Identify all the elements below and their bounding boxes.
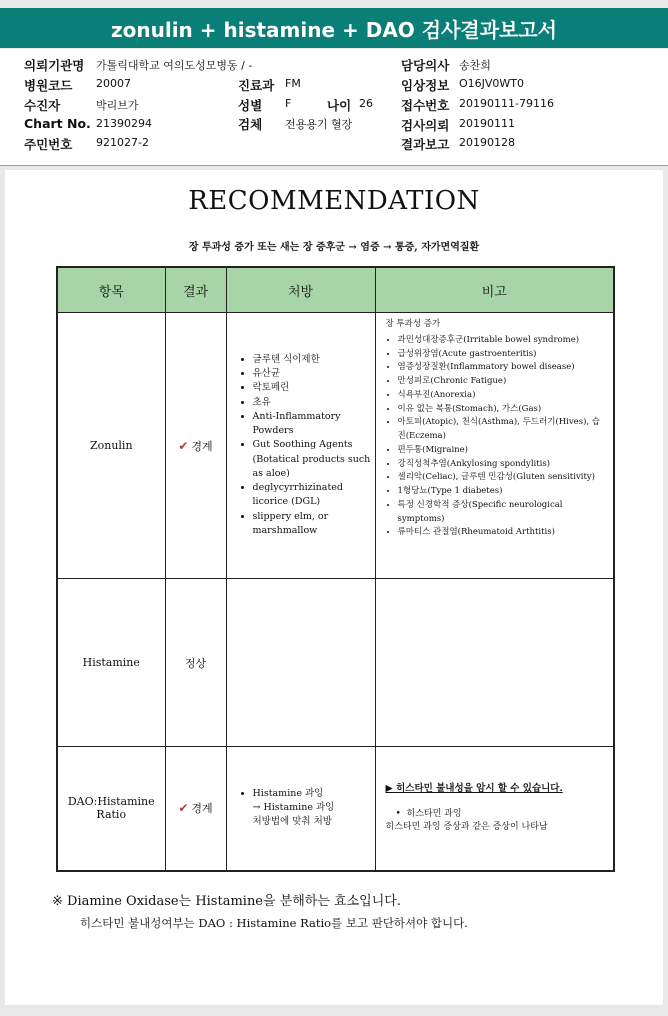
list-item: • 편두통(Migraine) xyxy=(398,444,608,458)
list-item: • 아토피(Atopic), 천식(Asthma), 두드러기(Hives), 습진(Eczema) xyxy=(398,416,608,444)
intolerance-warning: ▶ 히스타민 불내성을 암시 할 수 있습니다. xyxy=(385,782,563,794)
list-item: • 급성위장염(Acute gastroenteritis) xyxy=(398,348,608,362)
list-item: • 글루텐 식이제한 xyxy=(253,353,371,367)
list-item: • slippery elm, or marshmallow xyxy=(253,510,371,539)
recommendation-title: RECOMMENDATION xyxy=(188,186,480,216)
item-dao-ratio: DAO:Histamine Ratio xyxy=(57,747,165,871)
clinical-value: O16JV0WT0 xyxy=(459,77,525,90)
item-zonulin: Zonulin xyxy=(57,313,165,579)
list-item: • 락토페린 xyxy=(253,381,371,395)
list-item: • 유산균 xyxy=(253,367,371,381)
list-item: • 강직성척추염(Ankylosing spondylitis) xyxy=(398,458,608,472)
request-value: 20190111 xyxy=(459,117,515,130)
sex-value: F xyxy=(285,97,292,110)
prescription-zonulin xyxy=(226,313,375,579)
column-header-result: 결과 xyxy=(165,267,226,313)
note-dao-ratio xyxy=(375,747,614,871)
list-item: • 특정 신경학적 증상(Specific neurological symptoms) xyxy=(398,499,608,527)
dept-value: FM xyxy=(285,77,301,90)
table-header-row xyxy=(57,267,614,313)
column-header-note: 비고 xyxy=(375,267,614,313)
doctor-label: 담당의사 xyxy=(401,58,450,73)
patient-label: 수진자 xyxy=(24,98,61,113)
prescription-histamine xyxy=(226,579,375,747)
result-dao-ratio xyxy=(165,747,226,871)
note-title: 장 투과성 증가 xyxy=(385,319,441,329)
clinical-label: 임상정보 xyxy=(401,78,450,93)
prescription-dao-ratio xyxy=(226,747,375,871)
column-header-item: 항목 xyxy=(57,267,165,313)
result-zonulin xyxy=(165,313,226,579)
list-item: • 이유 없는 복통(Stomach), 가스(Gas) xyxy=(398,403,608,417)
resident-value: 921027-2 xyxy=(96,136,149,149)
column-header-prescription: 처방 xyxy=(226,267,375,313)
chart-label: Chart No. xyxy=(24,116,91,131)
note-histamine xyxy=(375,579,614,747)
check-icon: ✔ xyxy=(178,801,189,816)
report-title: zonulin + histamine + DAO 검사결과보고서 xyxy=(0,8,668,48)
note-zonulin xyxy=(375,313,614,579)
list-item: • 염증성장질환(Inflammatory bowel disease) xyxy=(398,361,608,375)
prescription-line1: Histamine 과잉 xyxy=(252,787,324,799)
list-item: • Anti-Inflammatory Powders xyxy=(253,410,371,439)
item-histamine: Histamine xyxy=(57,579,165,747)
result-dao-text: 경계 xyxy=(191,802,213,816)
list-item: • 과민성대장증후군(Irritable bowel syndrome) xyxy=(398,334,608,348)
result-histamine: 정상 xyxy=(165,579,226,747)
age-label: 나이 xyxy=(327,98,352,113)
patient-value: 박리브가 xyxy=(96,99,139,112)
result-zonulin-text: 경계 xyxy=(191,439,213,453)
receipt-label: 접수번호 xyxy=(401,98,450,113)
hospital-code-value: 20007 xyxy=(96,77,131,90)
report-value: 20190128 xyxy=(459,136,515,149)
footer-note-2: 히스타민 불내성여부는 DAO : Histamine Ratio를 보고 판단하셔야 합니다. xyxy=(80,916,468,930)
table-row xyxy=(57,313,614,579)
recommendation-table xyxy=(56,266,615,872)
list-item: • 1형당뇨(Type 1 diabetes) xyxy=(398,485,608,499)
check-icon: ✔ xyxy=(178,438,189,453)
recommendation-page xyxy=(5,170,663,1005)
list-item: • 식욕부진(Anorexia) xyxy=(398,389,608,403)
recommendation-subtitle: 장 투과성 증가 또는 새는 장 증후군 → 염증 → 통증, 자가면역질환 xyxy=(188,242,480,253)
note-item: • 히스타민 과잉 xyxy=(395,808,462,819)
list-item xyxy=(253,787,371,830)
resident-label: 주민번호 xyxy=(24,137,73,152)
chart-value: 21390294 xyxy=(96,117,152,130)
dept-label: 진료과 xyxy=(238,78,275,93)
list-item: • deglycyrrhizinated licorice (DGL) xyxy=(253,481,371,510)
specimen-value: 전용용기 혈장 xyxy=(285,118,353,131)
report-label: 결과보고 xyxy=(401,137,450,152)
patient-info-header xyxy=(0,49,668,166)
list-item: • Gut Soothing Agents (Botatical products such as aloe) xyxy=(253,438,371,481)
hospital-code-label: 병원코드 xyxy=(24,78,73,93)
specimen-label: 검체 xyxy=(238,117,263,132)
table-row xyxy=(57,747,614,871)
list-item: • 초유 xyxy=(253,396,371,410)
doctor-value: 송찬희 xyxy=(459,59,491,72)
prescription-line3: 처방법에 맞춰 처방 xyxy=(252,816,332,828)
receipt-value: 20190111-79116 xyxy=(459,97,554,110)
age-value: 26 xyxy=(359,97,373,110)
request-label: 검사의뢰 xyxy=(401,118,450,133)
table-row xyxy=(57,579,614,747)
sex-label: 성별 xyxy=(238,98,263,113)
note-desc: 히스타민 과잉 증상과 같은 증상이 나타남 xyxy=(385,822,548,833)
list-item: • 만성피로(Chronic Fatigue) xyxy=(398,375,608,389)
institution-label: 의뢰기관명 xyxy=(24,58,85,73)
list-item: • 류마티스 관절염(Rheumatoid Arthtitis) xyxy=(398,526,608,540)
footer-note-1: ※ Diamine Oxidase는 Histamine을 분해하는 효소입니다. xyxy=(52,894,401,909)
list-item: • 셀리악(Celiac), 글루텐 민감성(Gluten sensitivity) xyxy=(398,471,608,485)
prescription-line2: → Histamine 과잉 xyxy=(252,802,335,814)
institution-value: 가톨릭대학교 여의도성모병동 / - xyxy=(96,59,253,72)
